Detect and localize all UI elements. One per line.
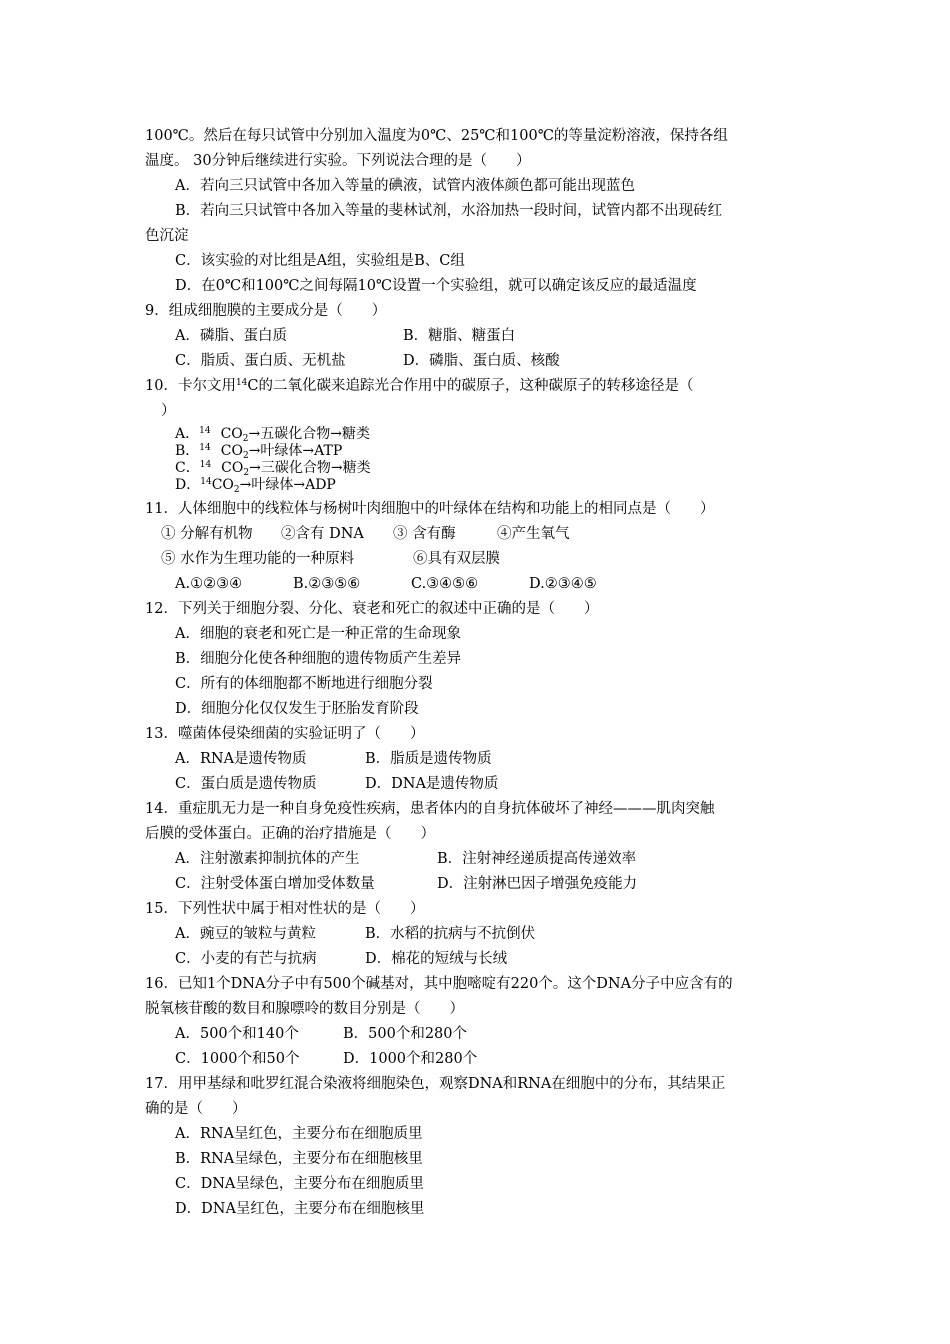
question-10-stem-cont: ） <box>161 403 176 419</box>
option-label: C． <box>175 460 200 476</box>
question-10-option-d <box>145 477 805 494</box>
question-14-option-b: B．注射神经递质提高传递效率 <box>437 851 637 867</box>
option-label: B． <box>175 443 200 459</box>
formula-subscript: 2 <box>233 485 240 495</box>
question-12-option-a: A．细胞的衰老和死亡是一种正常的生命现象 <box>175 626 461 642</box>
question-9-option-a: A．磷脂、蛋白质 <box>175 328 287 344</box>
question-10-stem <box>145 374 805 399</box>
question-14-options-row-1 <box>145 847 805 872</box>
question-9-option-b: B．糖脂、糖蛋白 <box>403 328 516 344</box>
question-16-options-row-2 <box>145 1047 805 1072</box>
question-16-option-d: D．1000个和280个 <box>343 1051 478 1067</box>
question-10 <box>145 374 805 494</box>
question-17 <box>145 1072 805 1222</box>
option-label: D． <box>175 477 201 493</box>
question-14-stem-line-2: 后膜的受体蛋白。正确的治疗措施是（ ） <box>145 826 435 842</box>
question-8-stem-line-2: 温度。 30分钟后继续进行实验。下列说法合理的是（ ） <box>145 153 531 169</box>
question-11-items-row-1 <box>145 522 805 547</box>
question-16-options-row-1 <box>145 1022 805 1047</box>
formula-text: CO <box>211 477 234 493</box>
question-12-option-c: C．所有的体细胞都不断地进行细胞分裂 <box>175 676 433 692</box>
question-11-stem: 11．人体细胞中的线粒体与杨树叶肉细胞中的叶绿体在结构和功能上的相同点是（ ） <box>145 501 715 517</box>
question-16-stem-line-2: 脱氧核苷酸的数目和腺嘌呤的数目分别是（ ） <box>145 1001 464 1017</box>
question-15 <box>145 897 805 972</box>
question-9-options-row-2 <box>145 349 805 374</box>
question-10-stem-text-2: C的二氧化碳来追踪光合作用中的碳原子，这种碳原子的转移途径是（ <box>247 378 694 394</box>
formula-subscript: 2 <box>243 468 250 478</box>
isotope-superscript: 14 <box>199 426 211 436</box>
question-17-option-d: D．DNA呈红色，主要分布在细胞核里 <box>175 1201 425 1217</box>
question-11-option-d: D.②③④⑤ <box>529 576 597 592</box>
question-15-stem: 15．下列性状中属于相对性状的是（ ） <box>145 901 425 917</box>
question-8-option-d: D．在0℃和100℃之间每隔10℃设置一个实验组，就可以确定该反应的最适温度 <box>175 278 697 294</box>
question-16 <box>145 972 805 1072</box>
question-9 <box>145 299 805 374</box>
question-10-stem-text: 10．卡尔文用 <box>145 378 236 394</box>
question-11 <box>145 497 805 597</box>
question-8-option-c: C．该实验的对比组是A组，实验组是B、C组 <box>175 253 465 269</box>
question-17-stem-line-1: 17．用甲基绿和吡罗红混合染液将细胞染色，观察DNA和RNA在细胞中的分布，其结果正 <box>145 1076 726 1092</box>
question-11-item-2: ②含有 DNA <box>281 526 364 542</box>
question-13-option-c: C．蛋白质是遗传物质 <box>175 776 317 792</box>
question-16-option-a: A．500个和140个 <box>175 1026 299 1042</box>
isotope-superscript: 14 <box>199 460 212 470</box>
question-14 <box>145 797 805 897</box>
question-10-option-a <box>145 426 805 443</box>
question-8-option-b-cont: 色沉淀 <box>145 228 189 244</box>
question-16-option-c: C．1000个和50个 <box>175 1051 300 1067</box>
question-11-item-5: ⑤ 水作为生理功能的一种原料 <box>161 551 355 567</box>
question-15-option-d: D．棉花的短绒与长绒 <box>365 951 508 967</box>
question-14-stem-line-1: 14．重症肌无力是一种自身免疫性疾病，患者体内的自身抗体破坏了神经———肌肉突触 <box>145 801 715 817</box>
question-9-options-row-1 <box>145 324 805 349</box>
formula-text: CO <box>221 460 244 476</box>
question-9-option-c: C．脂质、蛋白质、无机盐 <box>175 353 346 369</box>
question-15-option-a: A．豌豆的皱粒与黄粒 <box>175 926 316 942</box>
question-13-stem: 13．噬菌体侵染细菌的实验证明了（ ） <box>145 726 425 742</box>
question-14-options-row-2 <box>145 872 805 897</box>
pathway-text: →叶绿体→ADP <box>239 477 336 493</box>
question-11-item-3: ③ 含有酶 <box>393 526 456 542</box>
question-13-option-d: D．DNA是遗传物质 <box>365 776 499 792</box>
question-8-stem-line-1: 100℃。然后在每只试管中分别加入温度为0℃、25℃和100℃的等量淀粉溶液，保持各组 <box>145 128 728 144</box>
isotope-superscript: 14 <box>199 443 211 453</box>
formula-text: CO <box>220 426 243 442</box>
option-label: A． <box>175 426 200 442</box>
question-13-option-a: A．RNA是遗传物质 <box>175 751 307 767</box>
question-11-items-row-2 <box>145 547 805 572</box>
pathway-text: →三碳化合物→糖类 <box>249 460 371 476</box>
question-10-option-c <box>145 460 805 477</box>
exam-page <box>145 124 805 1222</box>
question-15-options-row-1 <box>145 922 805 947</box>
pathway-text: →叶绿体→ATP <box>248 443 343 459</box>
question-12-option-b: B．细胞分化使各种细胞的遗传物质产生差异 <box>175 651 462 667</box>
question-17-option-c: C．DNA呈绿色，主要分布在细胞质里 <box>175 1176 424 1192</box>
question-11-option-a: A.①②③④ <box>175 576 243 592</box>
question-15-options-row-2 <box>145 947 805 972</box>
question-16-stem-line-1: 16．已知1个DNA分子中有500个碱基对，其中胞嘧啶有220个。这个DNA分子中应含有的 <box>145 976 733 992</box>
question-14-option-a: A．注射激素抑制抗体的产生 <box>175 851 360 867</box>
question-15-option-c: C．小麦的有芒与抗病 <box>175 951 317 967</box>
question-14-option-d: D．注射淋巴因子增强免疫能力 <box>437 876 638 892</box>
question-12 <box>145 597 805 722</box>
question-11-option-b: B.②③⑤⑥ <box>293 576 361 592</box>
question-11-item-6: ⑥具有双层膜 <box>413 551 500 567</box>
formula-subscript: 2 <box>242 434 249 444</box>
question-17-option-b: B．RNA呈绿色，主要分布在细胞核里 <box>175 1151 423 1167</box>
isotope-superscript: 14 <box>235 378 248 388</box>
question-11-item-1: ① 分解有机物 <box>161 526 253 542</box>
question-13 <box>145 722 805 797</box>
question-10-options <box>145 426 805 494</box>
question-8-option-a: A．若向三只试管中各加入等量的碘液，试管内液体颜色都可能出现蓝色 <box>175 178 635 194</box>
question-17-option-a: A．RNA呈红色，主要分布在细胞质里 <box>175 1126 423 1142</box>
question-13-options-row-1 <box>145 747 805 772</box>
question-13-options-row-2 <box>145 772 805 797</box>
question-8-option-b: B．若向三只试管中各加入等量的斐林试剂，水浴加热一段时间，试管内都不出现砖红 <box>175 203 723 219</box>
question-10-option-b <box>145 443 805 460</box>
question-11-item-4: ④产生氧气 <box>497 526 570 542</box>
question-11-options <box>145 572 805 597</box>
question-8 <box>145 124 805 299</box>
formula-subscript: 2 <box>242 451 249 461</box>
question-11-option-c: C.③④⑤⑥ <box>411 576 479 592</box>
question-17-stem-line-2: 确的是（ ） <box>145 1101 247 1117</box>
question-16-option-b: B．500个和280个 <box>343 1026 468 1042</box>
isotope-superscript: 14 <box>200 477 212 487</box>
question-13-option-b: B．脂质是遗传物质 <box>365 751 492 767</box>
formula-text: CO <box>220 443 243 459</box>
question-14-option-c: C．注射受体蛋白增加受体数量 <box>175 876 375 892</box>
question-9-stem: 9．组成细胞膜的主要成分是（ ） <box>145 303 387 319</box>
question-9-option-d: D．磷脂、蛋白质、核酸 <box>403 353 560 369</box>
question-12-stem: 12．下列关于细胞分裂、分化、衰老和死亡的叙述中正确的是（ ） <box>145 601 599 617</box>
question-15-option-b: B．水稻的抗病与不抗倒伏 <box>365 926 536 942</box>
question-12-option-d: D．细胞分化仅仅发生于胚胎发育阶段 <box>175 701 419 717</box>
pathway-text: →五碳化合物→糖类 <box>248 426 370 442</box>
